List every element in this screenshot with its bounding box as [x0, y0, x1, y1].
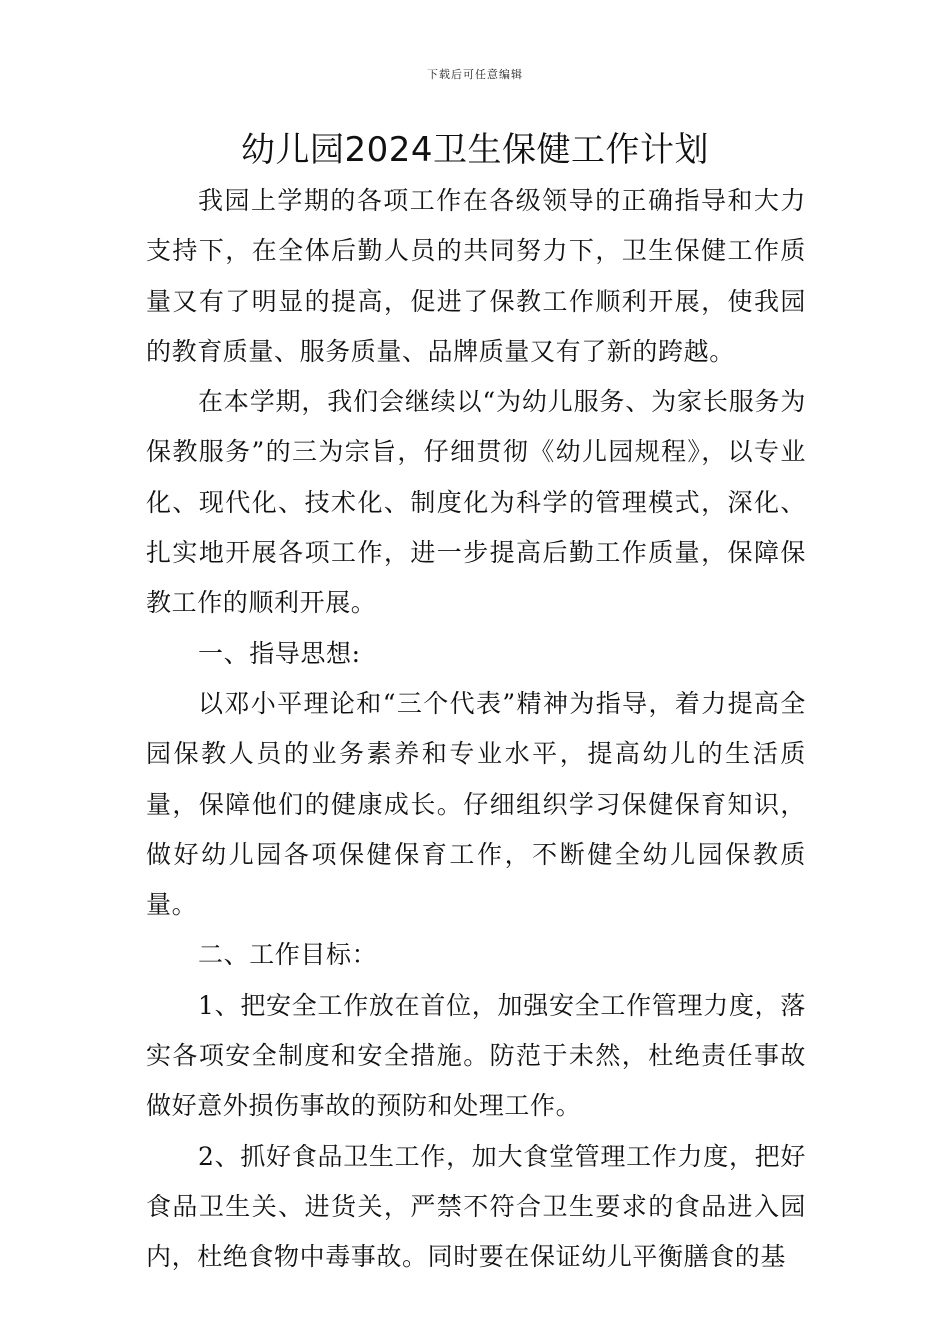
- paragraph-semester-goals: 在本学期，我们会继续以“为幼儿服务、为家长服务为保教服务”的三为宗旨，仔细贯彻《幼儿园规程》，以专业化、现代化、技术化、制度化为科学的管理模式，深化、扎实地开展各项工作，进一步提高后勤工作质量，保障保教工作的顺利开展。: [146, 387, 806, 618]
- section-heading-guiding-thought: 一、指导思想:: [198, 638, 361, 668]
- paragraph-goal-1: 1、把安全工作放在首位，加强安全工作管理力度，落实各项安全制度和安全措施。防范于未然，杜绝责任事故做好意外损伤事故的预防和处理工作。: [146, 990, 806, 1121]
- paragraph-intro: 我园上学期的各项工作在各级领导的正确指导和大力支持下，在全体后勤人员的共同努力下，卫生保健工作质量又有了明显的提高，促进了保教工作顺利开展，使我园的教育质量、服务质量、品牌质量又有了新的跨越。: [146, 186, 806, 366]
- section-heading-work-goals: 二、工作目标：: [198, 940, 378, 970]
- document-title: 幼儿园2024卫生保健工作计划: [240, 130, 710, 170]
- document-body: [146, 176, 806, 1283]
- paragraph-guiding-thought: 以邓小平理论和“三个代表”精神为指导，着力提高全园保教人员的业务素养和专业水平，提高幼儿的生活质量，保障他们的健康成长。仔细组织学习保健保育知识，做好幼儿园各项保健保育工作，不断健全幼儿园保教质量。: [146, 688, 806, 920]
- header-note: 下载后可任意编辑: [427, 68, 523, 81]
- paragraph-goal-2: 2、抓好食品卫生工作，加大食堂管理工作力度，把好食品卫生关、进货关，严禁不符合卫生要求的食品进入园内，杜绝食物中毒事故。同时要在保证幼儿平衡膳食的基: [146, 1141, 806, 1272]
